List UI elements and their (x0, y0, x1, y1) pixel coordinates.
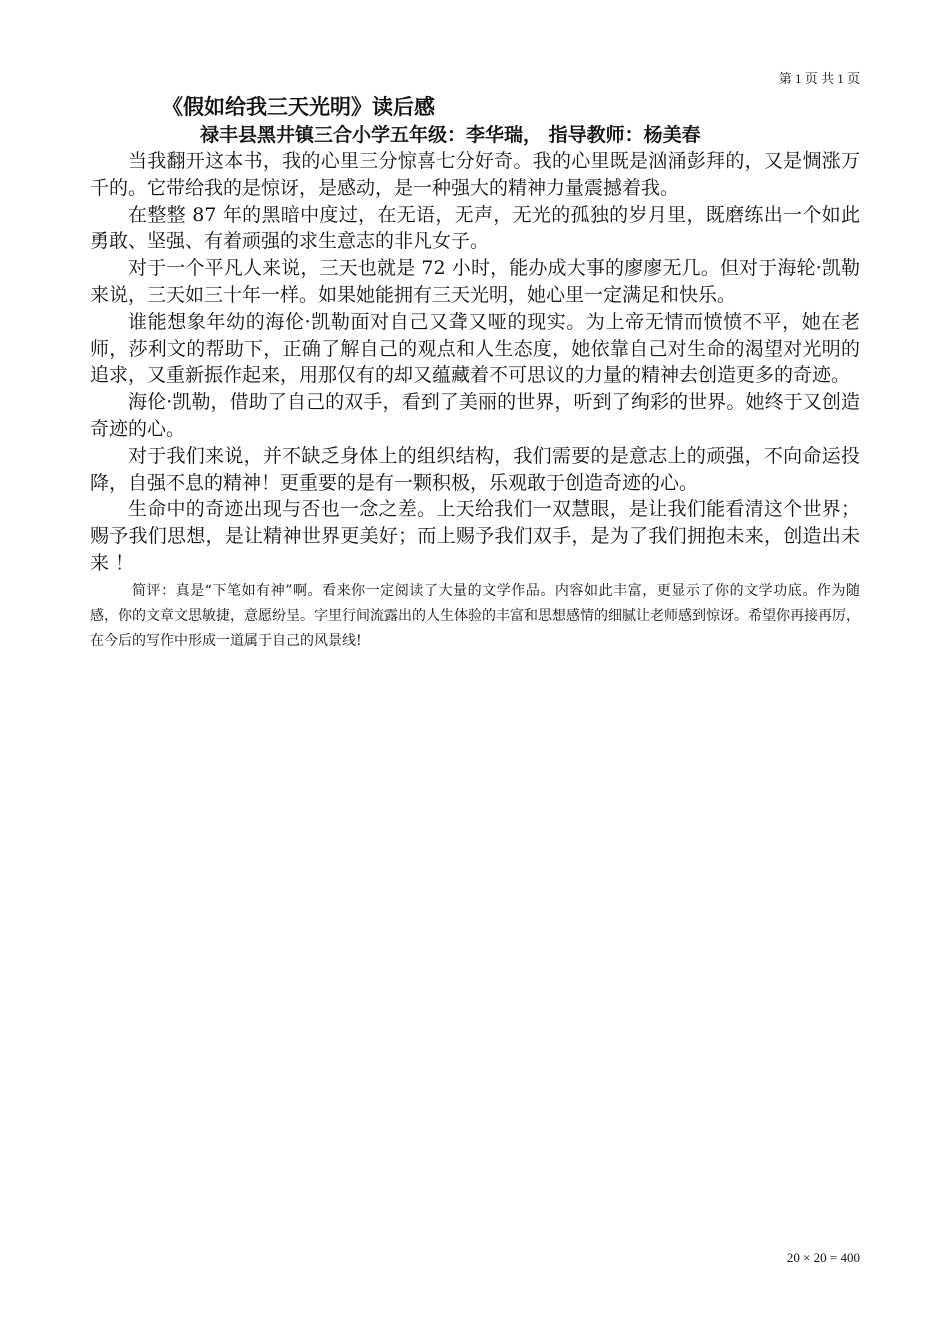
page-number-header: 第 1 页 共 1 页 (778, 71, 860, 86)
paragraph: 谁能想象年幼的海伦·凯勒面对自己又聋又哑的现实。为上帝无情而愤愤不平，她在老师，莎利文的帮助下，正确了解自己的观点和人生态度，她依靠自己对生命的渴望对光明的追求，又重新振作起来，用那仅有的却又蕴藏着不可思议的力量的精神去创造更多的奇迹。 (90, 310, 860, 387)
paragraph: 海伦·凯勒，借助了自己的双手，看到了美丽的世界，听到了绚彩的世界。她终于又创造奇迹的心。 (90, 391, 860, 440)
grid-count-footer: 20 × 20 = 400 (786, 1250, 860, 1265)
paragraph: 对于我们来说，并不缺乏身体上的组织结构，我们需要的是意志上的顽强，不向命运投降，自强不息的精神！更重要的是有一颗积极，乐观敢于创造奇迹的心。 (90, 444, 860, 494)
article-title: 《假如给我三天光明》读后感 (162, 95, 435, 119)
paragraph: 生命中的奇迹出现与否也一念之差。上天给我们一双慧眼，是让我们能看清这个世界；赐予我们思想，是让精神世界更美好；而上赐予我们双手，是为了我们拥抱未来，创造出未来 ！ (90, 498, 860, 574)
paragraph: 在整整 87 年的黑暗中度过，在无语，无声，无光的孤独的岁月里，既磨练出一个如此勇敢、坚强、有着顽强的求生意志的非凡女子。 (90, 203, 860, 253)
article-body (90, 92, 860, 654)
paragraph: 对于一个平凡人来说，三天也就是 72 小时，能办成大事的廖廖无几。但对于海轮·凯勒来说，三天如三十年一样。如果她能拥有三天光明，她心里一定满足和快乐。 (90, 257, 860, 306)
paragraph: 当我翻开这本书，我的心里三分惊喜七分好奇。我的心里既是汹涌彭拜的，又是惆涨万千的。它带给我的是惊讶，是感动，是一种强大的精神力量震撼着我。 (90, 150, 860, 199)
author-line: 禄丰县黑井镇三合小学五年级：李华瑞， 指导教师：杨美春 (200, 124, 701, 146)
teacher-comment: 简评：真是“下笔如有神”啊。看来你一定阅读了大量的文学作品。内容如此丰富，更显示了你的文学功底。作为随感，你的文章文思敏捷，意愿纷呈。字里行间流露出的人生体验的丰富和思想感情的细腻让老师感到惊讶。希望你再接再厉，在今后的写作中形成一道属于自己的风景线! (90, 582, 860, 649)
